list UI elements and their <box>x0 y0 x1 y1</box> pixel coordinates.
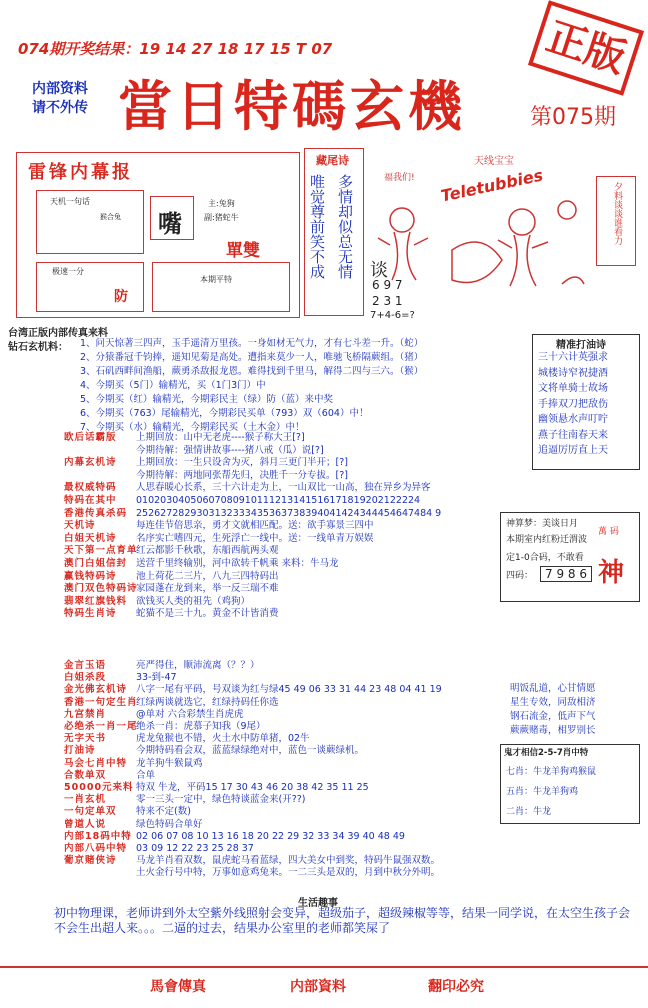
forecast-text: 名序实亡嗜四元，生死浮亡一线中。送：一线单青万娱娱 <box>136 532 374 544</box>
forecast-label: 打油诗 <box>64 745 96 757</box>
forecast-label: 金光佛玄机诗 <box>64 684 128 696</box>
right-panel-line: 城楼诗窄祝捷酒 <box>538 367 608 379</box>
life-title: 生活趣事 <box>298 898 338 909</box>
internal-note-2: 请不外传 <box>32 100 88 116</box>
forecast-row <box>64 672 177 683</box>
forecast-text: 送营千里终输别，河中欲转千帆乘 来料：牛马龙 <box>136 558 339 569</box>
forecast-row <box>64 867 440 878</box>
forecast-label: 马会七肖中特 <box>64 757 128 769</box>
leifeng-shio-2: 副:猪蛇牛 <box>204 213 239 222</box>
forecast-row <box>64 843 254 854</box>
forecast-text: 33-到-47 <box>136 672 177 684</box>
god-line-3: 定1-0合码，不敢看 <box>506 553 584 563</box>
forecast-row <box>64 470 348 481</box>
forecast-row <box>64 819 203 830</box>
forecast-row <box>64 558 339 569</box>
forecast-text: 八字一尾有平码，号双谈为红与绿45 49 06 33 31 44 23 48 04 41 19 <box>136 684 442 696</box>
forecast-text: 今期特码看会双，蓝蓝绿绿绝对中，蓝色一谈蕨绿机。 <box>136 745 365 757</box>
cartoon-brand: Teletubbies <box>439 165 545 206</box>
zhengban-stamp <box>528 0 644 96</box>
forecast-label: 赢钱特码诗 <box>64 570 117 582</box>
internal-note-1: 内部资料 <box>32 81 88 97</box>
forecast-label: 澳门双色特码诗 <box>64 583 138 595</box>
forecast-row <box>64 770 155 781</box>
side-verse-line: 钢石流金，低声下气 <box>510 711 596 722</box>
forecast-label: 白姐杀段 <box>64 672 107 684</box>
forecast-row <box>64 495 420 506</box>
cartoon-equation: 7+4-6=? <box>370 310 415 321</box>
forecast-text: 红绿两谈就选它，红绿持码任你选 <box>136 696 279 708</box>
leifeng-double-char: 單雙 <box>226 241 260 261</box>
forecast-text: 02 06 07 08 10 13 16 18 20 22 29 32 33 34 39 40 48 49 <box>136 830 405 842</box>
poem-col-right: 多情却似总无情 <box>336 174 354 279</box>
forecast-text: 欲钱买人类的祖先（鸡狗） <box>136 595 251 607</box>
forecast-row <box>64 508 441 519</box>
forecast-label: 无字天书 <box>64 733 107 745</box>
forecast-label: 内部18码中特 <box>64 830 132 842</box>
right-panel-lines <box>538 350 608 459</box>
forecast-text: 人思春暖心长系，三十六计走为上，一山双比一山高，独在异乡为异客 <box>136 482 431 494</box>
forecast-label: 香港一句定生肖 <box>64 696 138 708</box>
forecast-row <box>64 520 374 531</box>
forecast-text: 龙羊狗牛猴鼠鸡 <box>136 757 203 769</box>
forecast-label: 天机诗 <box>64 520 96 532</box>
item-1: 1、问天惊著三四声，玉手遥清万里孩。一身如材无气力，才有七斗差一升。（蛇） <box>80 338 424 349</box>
forecast-text: 蛇猫不是三十九。黄金不计皆消费 <box>136 608 279 620</box>
forecast-label: 内部八码中特 <box>64 843 128 854</box>
forecast-text: 每连佳节倍思亲，勇才文就相匹配。送：欲手寡景三四中 <box>136 520 374 532</box>
forecast-text: 01020304050607080910111213141516171819202122224 <box>136 495 421 506</box>
forecast-row <box>64 721 266 732</box>
side-verse <box>510 682 596 738</box>
tan-label: 谈 <box>370 260 388 281</box>
forecast-label: 澳门白姐信封 <box>64 558 128 569</box>
forecast-label: 内幕玄机诗 <box>64 457 117 469</box>
forecast-text: 池上荷花二三片，八九三四特码出 <box>136 570 279 582</box>
forecast-row <box>64 684 442 695</box>
forecast-label: 特码在其中 <box>64 495 117 506</box>
forecast-text: 合单 <box>136 769 156 781</box>
forecast-text: 03 09 12 22 23 25 28 37 <box>136 843 254 854</box>
cartoon-greeting: 福我们! <box>384 173 415 183</box>
forecast-text: 上期回放：一生只设舍为灭，斜月三更门半开；[?] <box>136 457 348 469</box>
cartoon-vertical-hint: 夕料谈谈谁看力 <box>612 182 622 245</box>
forecast-label: 合数单双 <box>64 769 107 781</box>
forecast-row <box>64 733 310 744</box>
forecast-row <box>64 596 250 607</box>
source-line-2: 钻石玄机料： <box>8 342 68 353</box>
forecast-row <box>64 457 348 468</box>
forecast-text: 绝杀一肖：虎慕子知我（9尾） <box>136 721 266 732</box>
forecast-row <box>64 709 244 720</box>
footer-item-3: 翻印必究 <box>428 979 484 995</box>
gui-title: 鬼才相信2-5-7肖中特 <box>504 748 589 758</box>
right-panel-line: 手捧双刀把敌伤 <box>538 398 608 410</box>
forecast-text: 今期待解：强情讲故事----猪八戒（瓜）说[?] <box>136 444 324 456</box>
forecast-row <box>64 545 279 556</box>
footer-item-1: 馬會傳真 <box>150 979 206 995</box>
forecast-row <box>64 794 306 805</box>
poem-title: 藏尾诗 <box>316 154 349 167</box>
stamp-text: 正版 <box>540 13 632 83</box>
side-verse-line: 星生专效，同敌相济 <box>510 697 596 708</box>
item-5: 5、今期买（红）输精光，今期彩民主（绿）防（蓝）来中奖 <box>80 394 334 405</box>
forecast-text: 今期待解：两地同张帮先归，决胜千一分专拔。[?] <box>136 469 348 481</box>
leifeng-title: 雷锋内幕报 <box>28 162 133 183</box>
leifeng-box1-label: 天机一句话 <box>50 197 90 206</box>
forecast-row <box>64 432 305 443</box>
forecast-label: 九宫禁肖 <box>64 708 107 720</box>
forecast-text: 马龙羊肖看双数，鼠虎蛇马看蓝绿，四大美女中到奖，特码牛鼠强双数。 <box>136 855 441 867</box>
forecast-label: 金言玉语 <box>64 660 107 671</box>
life-text: 初中物理课，老师讲到外太空紫外线照射会变异，超级茄子，超级辣椒等等，结果一同学说，在太空生孩子会不会生出超人来。。。二逼的过去，结果办公室里的老师都笑屎了 <box>54 906 631 935</box>
main-title: 當日特碼玄機 <box>118 74 466 138</box>
gui-qi: 七肖：牛龙羊狗鸡猴鼠 <box>506 767 597 777</box>
leifeng-bottom-left-label: 极速一分 <box>52 267 84 276</box>
forecast-label: 天下第一点育单 <box>64 545 138 557</box>
leifeng-bottom-right-label: 本期平特 <box>200 275 232 284</box>
forecast-text: 土火金行号中特，万事如意鸡兔来。一二三头是双的，月到中秋分外明。 <box>136 867 441 879</box>
forecast-row <box>64 806 191 817</box>
forecast-row <box>64 782 369 793</box>
forecast-row <box>64 745 364 756</box>
right-panel-line: 三十六计英强求 <box>538 352 608 363</box>
forecast-label: 葡京赌侠诗 <box>64 855 117 867</box>
forecast-row <box>64 855 440 866</box>
forecast-label: 白姐天机诗 <box>64 532 117 544</box>
forecast-text: 家园蓬在龙到来，举一反三瑞不难 <box>136 583 279 595</box>
forecast-row <box>64 445 324 456</box>
gui-wu: 五肖：牛龙羊狗鸡 <box>506 787 579 797</box>
side-verse-line: 蕨蕨赌毒，相罗别长 <box>510 725 596 736</box>
forecast-row <box>64 533 374 544</box>
leifeng-fang-char: 防 <box>114 289 128 305</box>
god-line-4-value: 7 9 8 6 <box>540 566 592 582</box>
cartoon-numbers-2: 2 3 1 <box>372 294 403 308</box>
forecast-label: 曾道人说 <box>64 818 107 830</box>
forecast-text: @单对 六合彩禁生肖虎虎 <box>136 708 244 720</box>
forecast-label: 最权威特码 <box>64 482 117 494</box>
forecast-text: 亮严得住，顺沛流离（？？） <box>136 660 260 671</box>
item-6: 6、今期买（763）尾输精光，今期彩民买单（793）双（604）中！ <box>80 408 369 419</box>
footer-bar <box>0 966 648 968</box>
gui-er: 二肖：牛龙 <box>506 807 552 817</box>
teletubbies-illustration <box>372 190 592 300</box>
forecast-row <box>64 482 431 493</box>
forecast-row <box>64 571 279 582</box>
forecast-label: 一肖玄机 <box>64 794 107 806</box>
forecast-row <box>64 697 279 708</box>
leifeng-mouth-char: 嘴 <box>158 210 182 238</box>
previous-result-line: 074期开奖结果：19 14 27 18 17 15 T 07 <box>18 40 333 58</box>
forecast-text: 绿色特码合单好 <box>136 818 203 830</box>
forecast-label: 翡翠红旗钱料 <box>64 595 128 607</box>
forecast-row <box>64 583 279 594</box>
god-line-4-label: 四码： <box>506 571 534 581</box>
side-verse-line: 明饭乱道，心甘情愿 <box>510 683 596 694</box>
poem-col-left: 唯觉尊前笑不成 <box>308 174 326 279</box>
god-char: 神 <box>598 558 625 588</box>
source-line-1: 台湾正版内部传真来料 <box>8 328 108 339</box>
forecast-text: 虎龙兔猴也不错，火土水中防单猪，02牛 <box>136 733 310 745</box>
forecast-text: 特双 牛龙，平码15 17 30 43 46 20 38 42 35 11 25 <box>136 782 369 793</box>
forecast-label: 一句定单双 <box>64 806 117 818</box>
forecast-row <box>64 660 260 671</box>
right-panel-line: 幽领悬水声叮咛 <box>538 414 608 425</box>
forecast-row <box>64 758 203 769</box>
god-line-1: 神算梦：美谈日月 <box>506 519 579 529</box>
god-line-2: 本期室内红粉迁渭波 <box>506 535 588 545</box>
god-tiny: 萬 码 <box>598 527 619 537</box>
footer-item-2: 内部資料 <box>290 979 346 995</box>
forecast-label: 特码生肖诗 <box>64 608 117 620</box>
cartoon-numbers-1: 6 9 7 <box>372 278 403 292</box>
leifeng-box1-sub: 猴合兔 <box>100 213 121 221</box>
forecast-row <box>64 831 405 842</box>
item-7: 7、今期买（水）输精光，今期彩民买（土木金）中！ <box>80 422 305 433</box>
forecast-label: 必绝杀一肖一尾 <box>64 721 138 732</box>
forecast-text: 红云都影千秋歌，东船西航两头观 <box>136 545 279 557</box>
issue-number: 第075期 <box>530 105 616 130</box>
item-3: 3、石矶西畔间渔船，蕨勇杀敌报龙恩。难得找到千里马，解得二四与三六。（猴） <box>80 366 424 377</box>
right-panel-title: 精准打油诗 <box>556 340 606 351</box>
forecast-label: 50000元来料 <box>64 782 134 793</box>
leifeng-inner-bottom-right <box>152 262 290 312</box>
forecast-text: 零一三头一定中，绿色特谈蓝金来(开??) <box>136 794 306 806</box>
forecast-text: 上期回放：山中无老虎----猴子称大王[?] <box>136 432 305 443</box>
item-2: 2、分猿番冠千钧捧，遥知见菊是高处。遭指来莫少一人，唯驰飞桥隔蕨组。（猪） <box>80 352 424 363</box>
right-panel-line: 燕子往南春天来 <box>538 429 608 441</box>
right-panel-line: 追逼厉厉直上天 <box>538 445 608 456</box>
item-4: 4、今期买（5门）输精光，买（1门3门）中 <box>80 380 266 391</box>
forecast-text: 特来不定(数) <box>136 806 191 818</box>
forecast-label: 香港传真杀码 <box>64 507 128 519</box>
forecast-label: 欧后话霸版 <box>64 432 117 443</box>
cartoon-subtitle: 天线宝宝 <box>474 156 514 167</box>
leifeng-shio-1: 主:兔狗 <box>208 199 235 208</box>
forecast-row <box>64 608 279 619</box>
forecast-text: 2526272829303132333435363738394041424344454647484 9 <box>136 507 442 519</box>
right-panel-line: 文将单骑士故场 <box>538 383 608 394</box>
